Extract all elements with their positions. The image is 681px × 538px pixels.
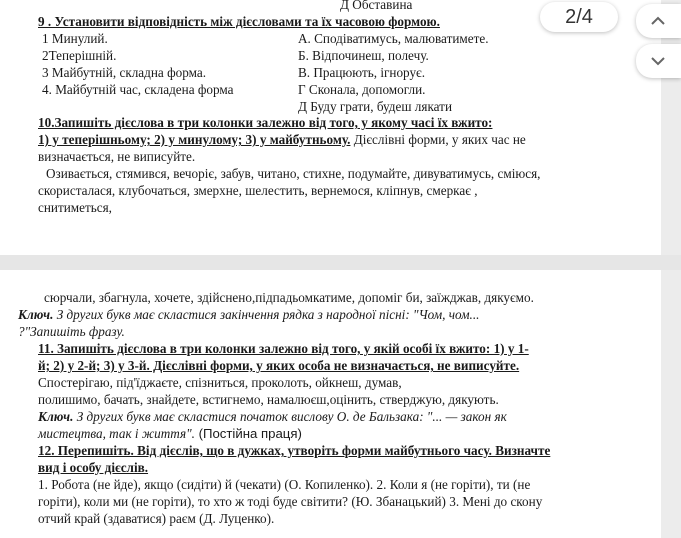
key1-text: З других букв має скластися закінчення рядка з народної пісні: "Чом, чом... [53, 307, 480, 322]
key2-text-2: мистецтва, так і життя". [38, 426, 195, 441]
task9-left-1: 1 Минулий. [42, 31, 108, 46]
task10-note-1: Дієслівні форми, у яких час не [350, 132, 526, 147]
task9-right-g: Г Сконала, допомогли. [298, 82, 426, 97]
task10-subtitle: 1) у теперішньому; 2) у минулому; 3) у майбутньому. [38, 132, 351, 147]
page-indicator: 2/4 [540, 2, 618, 32]
task9-left-3: 3 Майбутній, складна форма. [42, 65, 207, 80]
chevron-up-icon [650, 14, 666, 28]
task10-title: 10.Запишіть дієслова в три колонки залежно від того, у якому часі їх вжито: [38, 115, 493, 130]
task9-left-4: 4. Майбутній час, складена форма [42, 82, 234, 97]
task12-title-2: вид і особу дієслів. [38, 460, 149, 475]
chevron-down-icon [650, 54, 666, 68]
key1-label: Ключ. [18, 307, 54, 322]
key1-text-2: ?"Запишіть фразу. [18, 324, 125, 339]
task10-words-1: Озивається, стямився, вечоріє, забув, читано, стихне, подумайте, дивуватимусь, сміюся, [46, 166, 541, 181]
task9-title: 9 . Установити відповідність між дієсловами та їх часовою формою. [38, 14, 440, 29]
page-1-fragment [0, 0, 661, 255]
task9-right-v: В. Працюють, ігнорує. [298, 65, 426, 80]
key2-line-2 [38, 426, 302, 442]
task12-title-1: 12. Перепишіть. Від дієслів, що в дужках, утворіть форми майбутнього часу. Визначте [38, 443, 551, 458]
task12-example-2: горіти), коли ми (не горіти), то хто ж тоді буде світити? (Ю. Збанацький) 3. Мені до скону [38, 494, 543, 509]
key2-label: Ключ. [38, 409, 74, 424]
task10-line2 [38, 132, 526, 148]
task10-words-2: скористалася, клубочаться, змерхне, шелестить, вернемося, кліпнув, смеркає , [38, 183, 478, 198]
task12-example-3: отчий край (здаватися) раєм (Д. Луценко). [38, 511, 275, 526]
key2-note: (Постійна праця) [194, 426, 302, 441]
task11-words-2: полишимо, бачать, знайдете, встигнемо, намалюєш,оцінить, стверджую, дякують. [38, 392, 499, 407]
task10-words-3: снитиметься, [38, 200, 112, 215]
task9-right-a: А. Сподіватимусь, малюватимете. [298, 31, 489, 46]
task9-right-b: Б. Відпочинеш, полечу. [298, 48, 429, 63]
task10-words-cont: сюрчали, збагнула, хочете, здійснено,підпадьомкатиме, допоміг би, заїжджав, дякуємо. [44, 290, 534, 305]
page-separator [0, 255, 681, 270]
key2-line [38, 409, 507, 425]
key1-line [18, 307, 479, 323]
task9-left-2: 2Теперішній. [42, 48, 117, 63]
match-option-d-top: Д Обставина [340, 0, 413, 12]
task12-example-1: 1. Робота (не йде), якщо (сидіти) й (чекати) (О. Копиленко). 2. Коли я (не горіти), ти (не [38, 477, 531, 492]
task9-right-d: Д Буду грати, будеш лякати [298, 99, 452, 114]
task10-note-2: визначається, не виписуйте. [38, 149, 196, 164]
key2-text: З других букв має скластися початок вислову О. де Бальзака: "... — закон як [73, 409, 507, 424]
task11-title-1: 11. Запишіть дієслова в три колонки залежно від того, у якій особі їх вжито: 1) у 1- [38, 341, 529, 356]
page-2-fragment [0, 270, 661, 538]
task11-words-1: Спостерігаю, під'їджаєте, спізниться, проколоть, ойкнеш, думав, [38, 375, 402, 390]
scroll-up-button[interactable] [636, 4, 681, 38]
task11-title-2: й; 2) у 2-й; 3) у 3-й. Дієслівні форми, у яких особа не визначається, не виписуйте. [38, 358, 520, 373]
scroll-down-button[interactable] [636, 44, 681, 78]
